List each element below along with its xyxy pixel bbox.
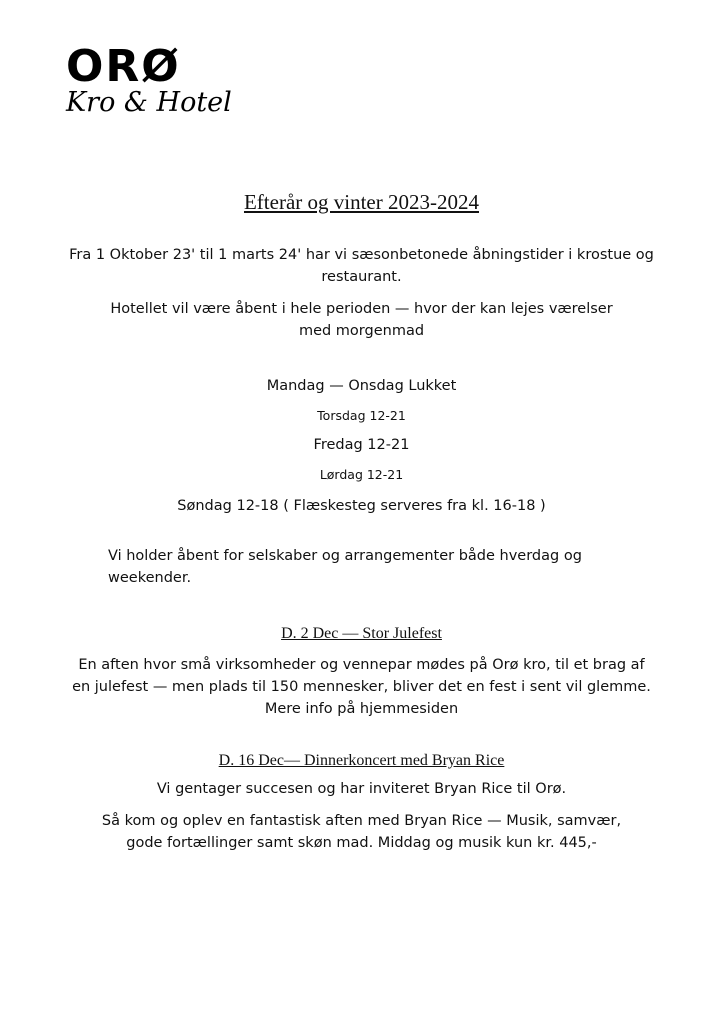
hours-saturday: Lørdag 12-21 bbox=[319, 467, 404, 482]
events-note-line-2: weekender. bbox=[108, 570, 192, 586]
intro-line-2: restaurant. bbox=[321, 269, 402, 285]
intro-line-4: med morgenmad bbox=[298, 323, 425, 339]
logo-tagline: Kro & Hotel bbox=[66, 87, 232, 118]
event1-line-3: Mere info på hjemmesiden bbox=[264, 701, 459, 717]
intro-line-1: Fra 1 Oktober 23' til 1 marts 24' har vi sæsonbetonede åbningstider i krostue og bbox=[69, 247, 654, 263]
intro-line-3: Hotellet vil være åbent i hele perioden — hvor der kan lejes værelser bbox=[110, 301, 613, 317]
event2-line-1: Vi gentager succesen og har inviteret Bryan Rice til Orø. bbox=[156, 781, 567, 797]
hours-sunday: Søndag 12-18 ( Flæskesteg serveres fra kl. 16-18 ) bbox=[177, 498, 546, 514]
hours-mon-wed: Mandag — Onsdag Lukket bbox=[266, 378, 457, 394]
event2-line-3: gode fortællinger samt skøn mad. Middag og musik kun kr. 445,- bbox=[126, 835, 597, 851]
event1-heading: D. 2 Dec — Stor Julefest bbox=[281, 625, 442, 642]
event2-heading: D. 16 Dec— Dinnerkoncert med Bryan Rice bbox=[218, 752, 505, 769]
event1-line-2: en julefest — men plads til 150 mennesker, bliver det en fest i sent vil glemme. bbox=[72, 679, 651, 695]
logo-wordmark: ORØ bbox=[66, 41, 181, 92]
events-note-line-1: Vi holder åbent for selskaber og arrangementer både hverdag og bbox=[108, 548, 582, 564]
event2-line-2: Så kom og oplev en fantastisk aften med Bryan Rice — Musik, samvær, bbox=[101, 813, 622, 829]
hours-thursday: Torsdag 12-21 bbox=[317, 408, 406, 423]
page-title: Efterår og vinter 2023-2024 bbox=[243, 190, 479, 214]
hours-friday: Fredag 12-21 bbox=[313, 437, 410, 453]
logo bbox=[66, 42, 246, 122]
event1-line-1: En aften hvor små virksomheder og vennepar mødes på Orø kro, til et brag af bbox=[78, 657, 645, 673]
